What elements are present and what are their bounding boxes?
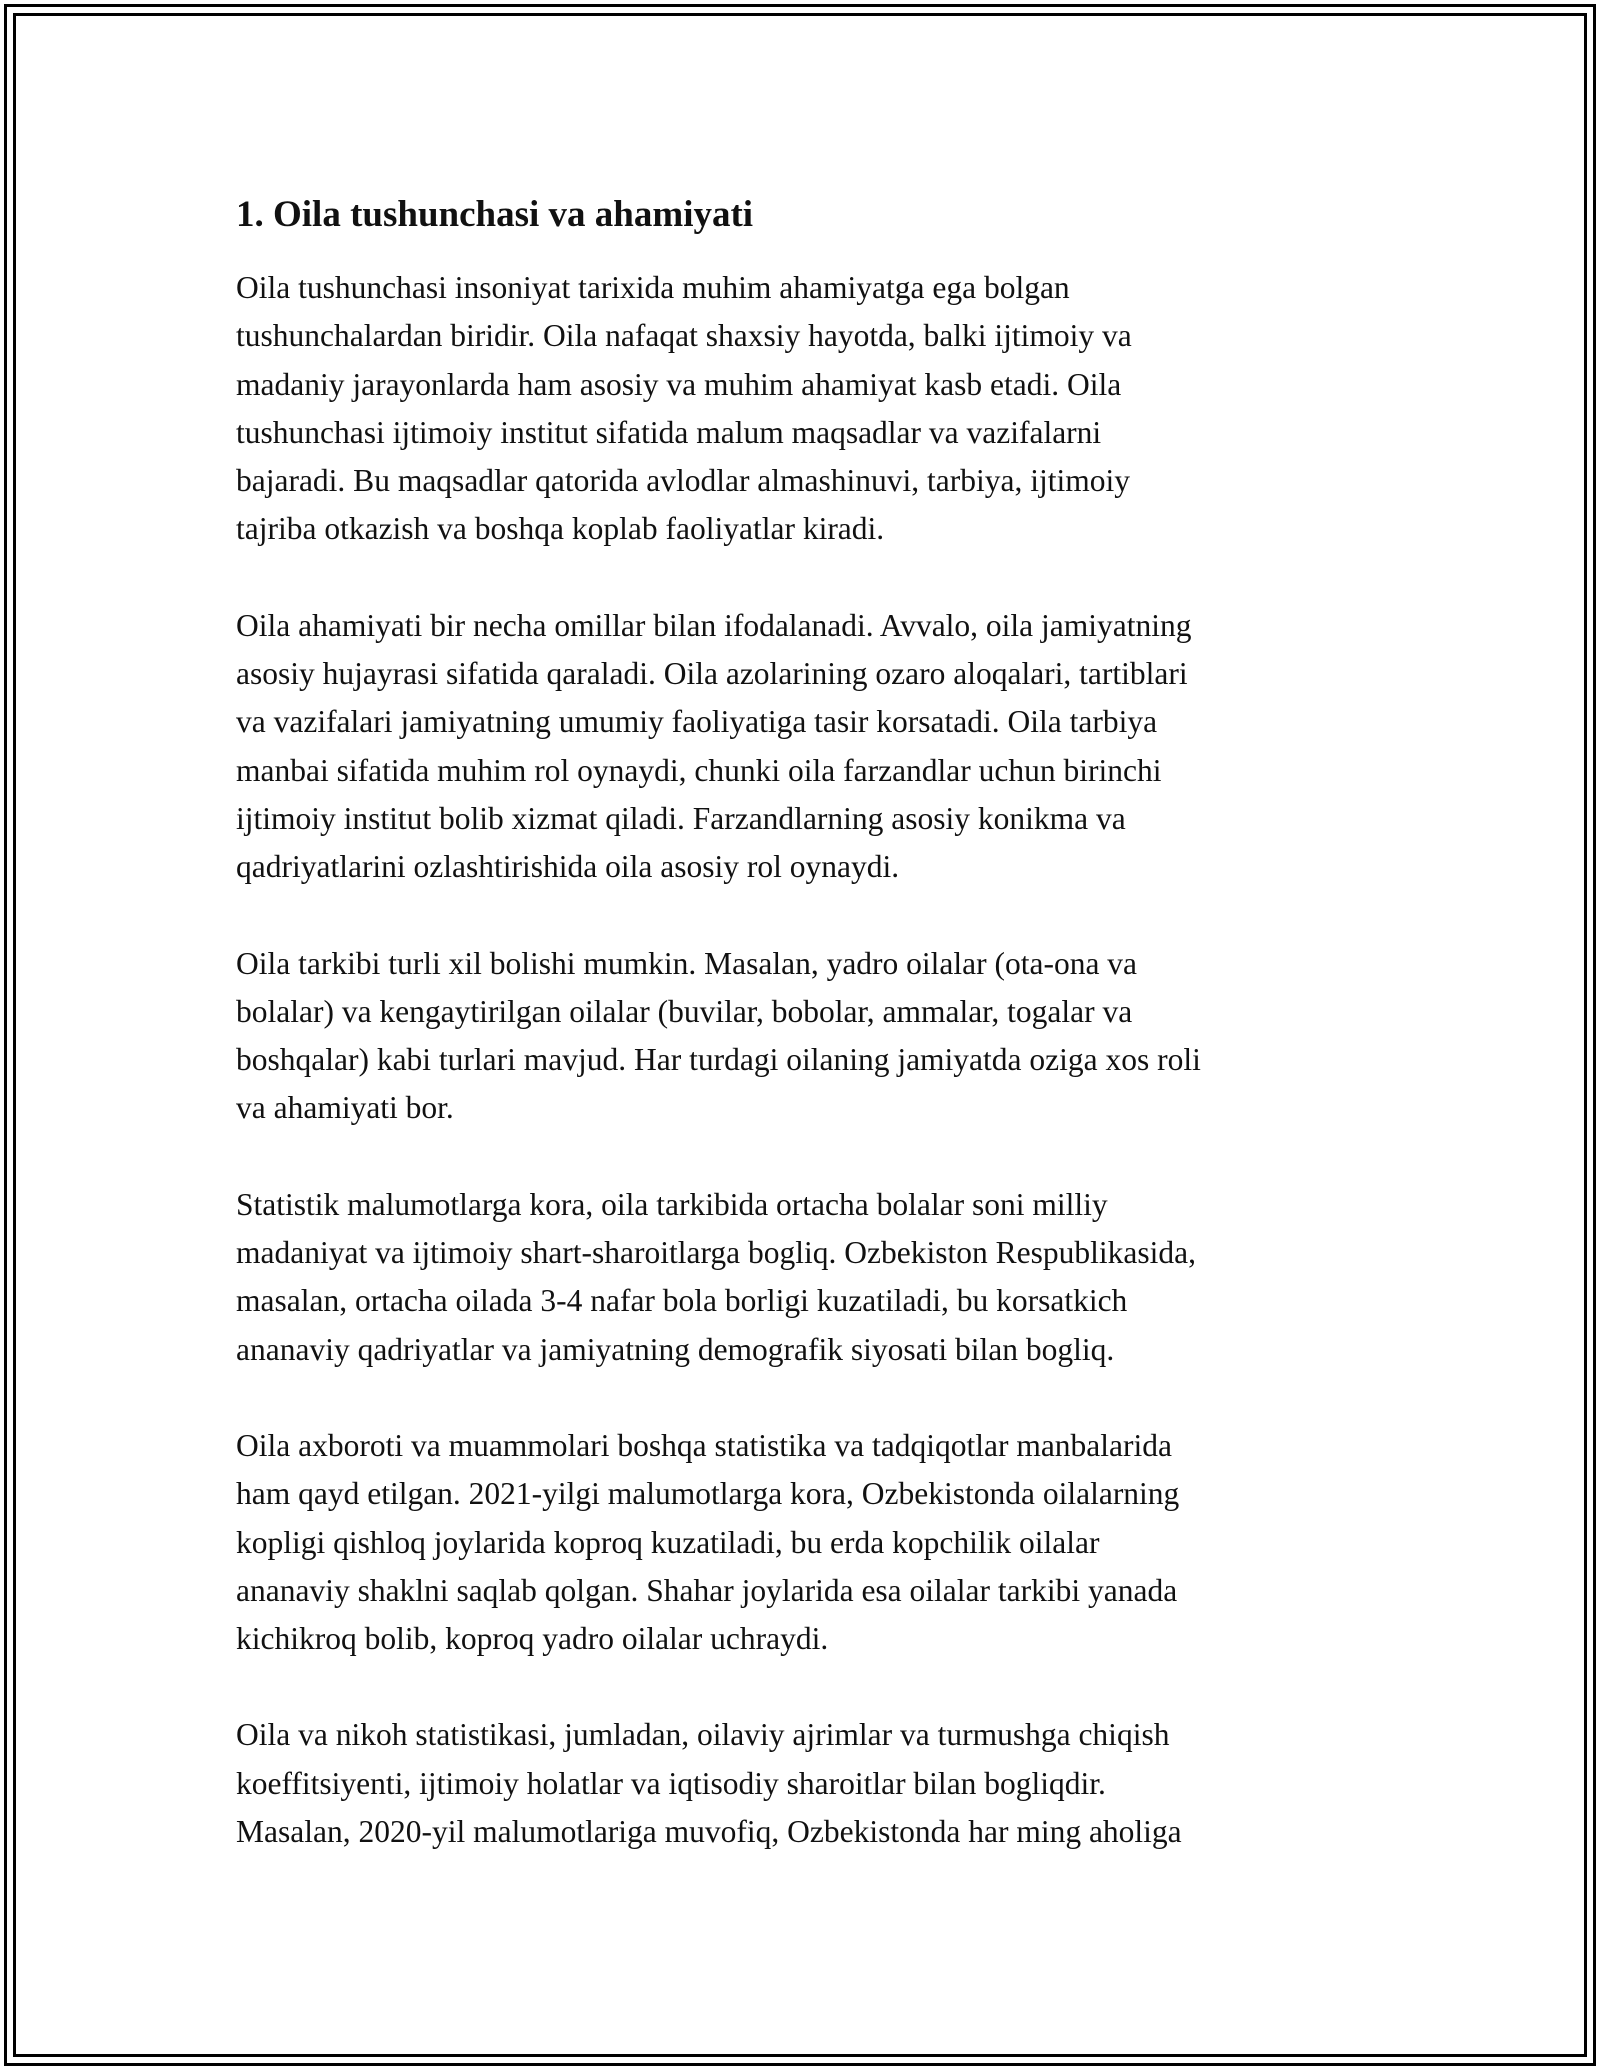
paragraph-line: manbai sifatida muhim rol oynaydi, chunki oila farzandlar uchun birinchi (236, 752, 1162, 788)
paragraph-line: madaniyat va ijtimoiy shart-sharoitlarga bogliq. Ozbekiston Respublikasida, (236, 1235, 1196, 1271)
paragraph-line: ijtimoiy institut bolib xizmat qiladi. Farzandlarning asosiy konikma va (236, 800, 1126, 836)
paragraph-line: madaniy jarayonlarda ham asosiy va muhim ahamiyat kasb etadi. Oila (236, 366, 1122, 402)
paragraph (236, 264, 1376, 554)
paragraph-line: va vazifalari jamiyatning umumiy faoliyatiga tasir korsatadi. Oila tarbiya (236, 704, 1158, 740)
paragraph-line: bolalar) va kengaytirilgan oilalar (buvilar, bobolar, ammalar, togalar va (236, 993, 1133, 1029)
paragraph-line: asosiy hujayrasi sifatida qaraladi. Oila azolarining ozaro aloqalari, tartiblari (236, 656, 1188, 692)
paragraph (236, 1711, 1376, 1856)
paragraph (236, 602, 1376, 892)
paragraph-line: boshqalar) kabi turlari mavjud. Har turdagi oilaning jamiyatda oziga xos roli (236, 1042, 1201, 1078)
paragraph-line: Oila axboroti va muammolari boshqa statistika va tadqiqotlar manbalarida (236, 1427, 1172, 1463)
paragraph-line: koeffitsiyenti, ijtimoiy holatlar va iqtisodiy sharoitlar bilan bogliqdir. (236, 1765, 1106, 1801)
paragraph-line: Oila tushunchasi insoniyat tarixida muhim ahamiyatga ega bolgan (236, 270, 1070, 305)
paragraph-line: Oila ahamiyati bir necha omillar bilan ifodalanadi. Avvalo, oila jamiyatning (236, 607, 1192, 643)
paragraph-line: qadriyatlarini ozlashtirishida oila asosiy rol oynaydi. (236, 849, 900, 885)
paragraph-line: tushunchasi ijtimoiy institut sifatida malum maqsadlar va vazifalarni (236, 414, 1102, 450)
paragraph-line: Masalan, 2020-yil malumotlariga muvofiq, Ozbekistonda har ming aholiga (236, 1814, 1182, 1850)
paragraph-line: ananaviy qadriyatlar va jamiyatning demografik siyosati bilan bogliq. (236, 1331, 1115, 1367)
paragraph (236, 1422, 1376, 1663)
paragraph-line: va ahamiyati bor. (236, 1090, 454, 1126)
paragraph-line: Oila va nikoh statistikasi, jumladan, oilaviy ajrimlar va turmushga chiqish (236, 1717, 1170, 1753)
document-body (236, 188, 1376, 1904)
paragraph-line: ham qayd etilgan. 2021-yilgi malumotlarga kora, Ozbekistonda oilalarning (236, 1476, 1180, 1512)
section-title: 1. Oila tushunchasi va ahamiyati (236, 194, 754, 235)
paragraph (236, 940, 1376, 1133)
paragraph-line: ananaviy shaklni saqlab qolgan. Shahar joylarida esa oilalar tarkibi yanada (236, 1572, 1178, 1608)
paragraph (236, 1181, 1376, 1374)
paragraph-line: kichikroq bolib, koproq yadro oilalar uchraydi. (236, 1621, 829, 1657)
paragraph-line: kopligi qishloq joylarida koproq kuzatiladi, bu erda kopchilik oilalar (236, 1524, 1100, 1560)
paragraph-line: masalan, ortacha oilada 3-4 nafar bola borligi kuzatiladi, bu korsatkich (236, 1283, 1128, 1319)
paragraph-line: Oila tarkibi turli xil bolishi mumkin. Masalan, yadro oilalar (ota-ona va (236, 945, 1138, 981)
paragraph-line: tajriba otkazish va boshqa koplab faoliyatlar kiradi. (236, 511, 885, 547)
paragraph-line: Statistik malumotlarga kora, oila tarkibida ortacha bolalar soni milliy (236, 1186, 1108, 1222)
paragraph-line: tushunchalardan biridir. Oila nafaqat shaxsiy hayotda, balki ijtimoiy va (236, 318, 1132, 354)
paragraph-line: bajaradi. Bu maqsadlar qatorida avlodlar almashinuvi, tarbiya, ijtimoiy (236, 463, 1130, 499)
paragraph-list (236, 264, 1376, 1856)
